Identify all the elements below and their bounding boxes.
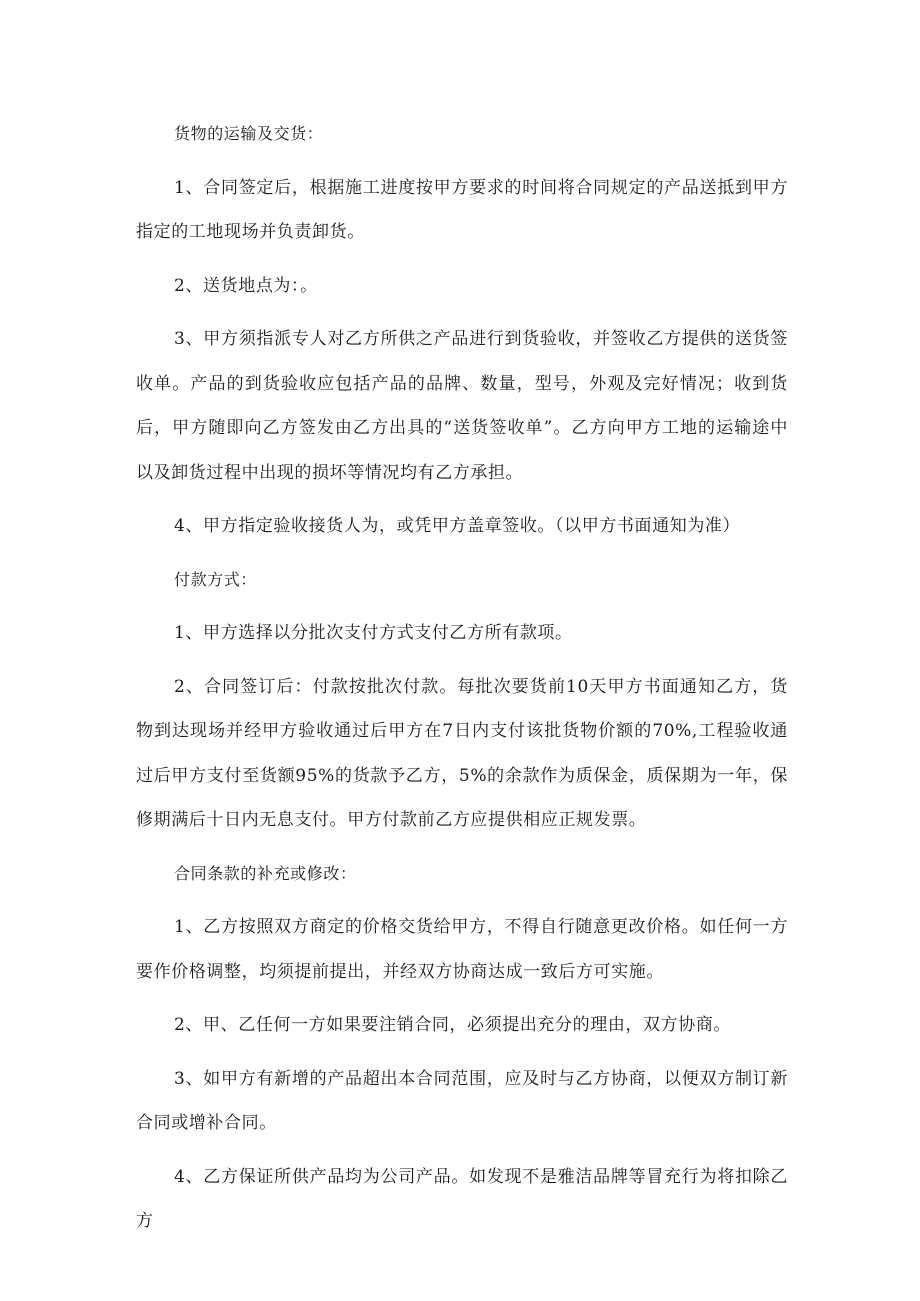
delivery-clause-1: 1、合同签定后，根据施工进度按甲方要求的时间将合同规定的产品送抵到甲方指定的工地现场并负责卸货。 bbox=[136, 177, 788, 242]
payment-clause-2: 2、合同签订后：付款按批次付款。每批次要货前10天甲方书面通知乙方，货物到达现场并经甲方验收通过后甲方在7日内支付该批货物价额的70%,工程验收通过后甲方支付至货额95%的货款予乙方，5%的余款作为质保金，质保期为一年，保修期满后十日内无息支付。甲方付款前乙方应提供相应正规发票。 bbox=[136, 676, 788, 830]
delivery-clause-4: 4、甲方指定验收接货人为，或凭甲方盖章签收。（以甲方书面通知为准） bbox=[174, 516, 741, 536]
amendment-clause-4: 4、乙方保证所供产品均为公司产品。如发现不是雅洁品牌等冒充行为将扣除乙方 bbox=[136, 1166, 788, 1231]
section-heading-payment: 付款方式： bbox=[174, 569, 258, 589]
document-body bbox=[136, 112, 788, 1244]
section-heading-amendment: 合同条款的补充或修改： bbox=[174, 863, 357, 883]
amendment-clause-1: 1、乙方按照双方商定的价格交货给甲方，不得自行随意更改价格。如任何一方要作价格调整，均须提前提出，并经双方协商达成一致后方可实施。 bbox=[136, 917, 788, 982]
delivery-clause-2: 2、送货地点为：。 bbox=[174, 275, 318, 296]
section-heading-delivery: 货物的运输及交货： bbox=[174, 124, 324, 143]
amendment-clause-2: 2、甲、乙任何一方如果要注销合同，必须提出充分的理由，双方协商。 bbox=[174, 1015, 732, 1035]
amendment-clause-3: 3、如甲方有新增的产品超出本合同范围，应及时与乙方协商，以便双方制订新合同或增补合同。 bbox=[136, 1068, 788, 1133]
payment-clause-1: 1、甲方选择以分批次支付方式支付乙方所有款项。 bbox=[174, 623, 573, 643]
delivery-clause-3: 3、甲方须指派专人对乙方所供之产品进行到货验收，并签收乙方提供的送货签收单。产品的到货验收应包括产品的品牌、数量，型号，外观及完好情况；收到货后，甲方随即向乙方签发由乙方出具的“送货签收单”。乙方向甲方工地的运输途中以及卸货过程中出现的损坏等情况均有乙方承担。 bbox=[136, 329, 788, 483]
